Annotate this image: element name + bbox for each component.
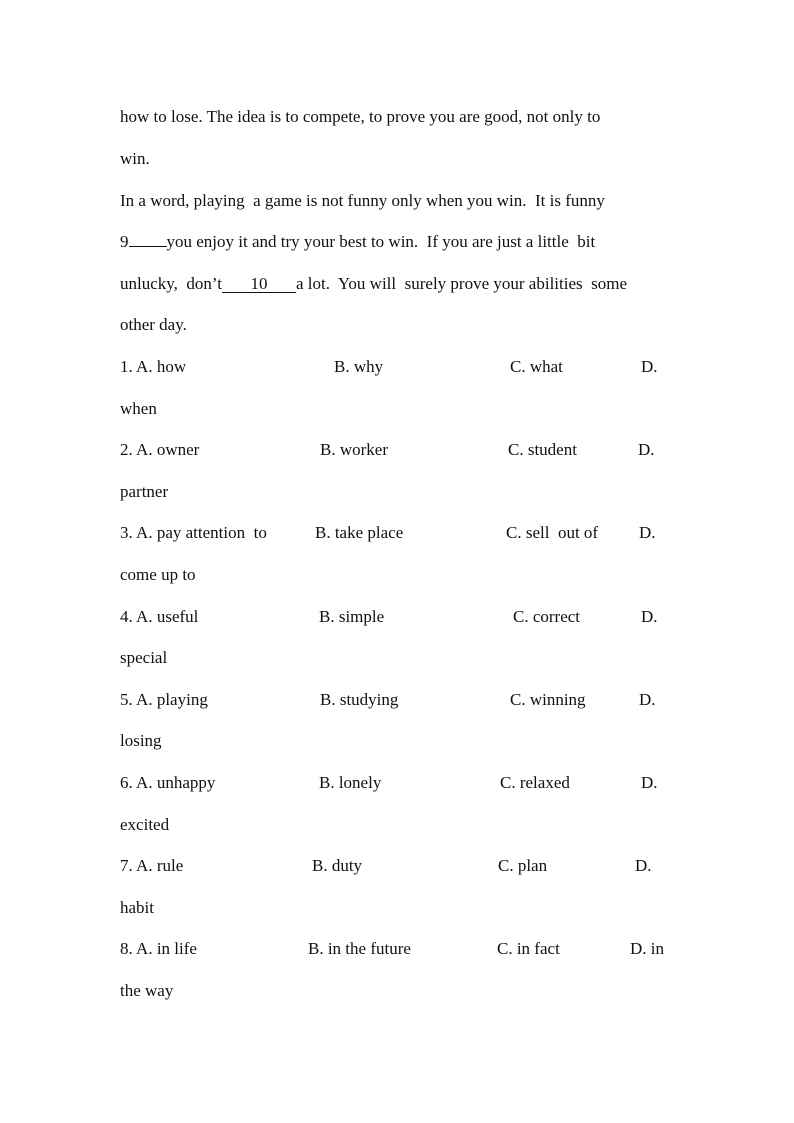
q8-option-d-text: the way: [120, 981, 174, 1000]
q6-option-c: C. relaxed: [500, 773, 570, 792]
q1-option-d: D.: [641, 357, 658, 376]
q3-option-d-text: come up to: [120, 565, 196, 584]
passage-line-5-text: a lot. You will surely prove your abilities some: [296, 274, 628, 293]
passage-line-3: In a word, playing a game is not funny only when you win. It is funny: [120, 191, 605, 210]
q4-option-a: 4. A. useful: [120, 607, 199, 626]
q5-option-d-text: losing: [120, 731, 162, 750]
q8-option-b: B. in the future: [308, 939, 411, 958]
q2-option-d: D.: [638, 440, 655, 459]
q2-option-c: C. student: [508, 440, 577, 459]
q4-option-c: C. correct: [513, 607, 581, 626]
q7-option-c: C. plan: [498, 856, 548, 875]
passage-line-1: how to lose. The idea is to compete, to prove you are good, not only to: [120, 107, 601, 126]
passage-line-2: win.: [120, 149, 150, 168]
q7-option-b: B. duty: [312, 856, 363, 875]
q6-option-d: D.: [641, 773, 658, 792]
q6-option-b: B. lonely: [319, 773, 382, 792]
q1-option-b: B. why: [334, 357, 384, 376]
blank-9-number: 9: [120, 232, 129, 251]
q5-option-d: D.: [639, 690, 656, 709]
q2-option-a: 2. A. owner: [120, 440, 200, 459]
q7-option-d-text: habit: [120, 898, 154, 917]
q7-option-d: D.: [635, 856, 652, 875]
q6-option-a: 6. A. unhappy: [120, 773, 216, 792]
q3-option-c: C. sell out of: [506, 523, 599, 542]
q5-option-a: 5. A. playing: [120, 690, 208, 709]
q3-option-d: D.: [639, 523, 656, 542]
blank-10: 10: [222, 275, 296, 293]
q5-option-b: B. studying: [320, 690, 399, 709]
q7-option-a: 7. A. rule: [120, 856, 184, 875]
passage-line-4-text: you enjoy it and try your best to win. If you are just a little bit: [166, 232, 596, 251]
q1-option-c: C. what: [510, 357, 563, 376]
q4-option-b: B. simple: [319, 607, 385, 626]
q5-option-c: C. winning: [510, 690, 586, 709]
passage-line-5-start: unlucky, don’t: [120, 274, 222, 293]
q8-option-a: 8. A. in life: [120, 939, 197, 958]
q6-option-d-text: excited: [120, 815, 170, 834]
q2-option-d-text: partner: [120, 482, 169, 501]
q3-option-b: B. take place: [315, 523, 404, 542]
q3-option-a: 3. A. pay attention to: [120, 523, 267, 542]
blank-9: [129, 246, 167, 247]
q8-option-d: D. in: [630, 939, 664, 958]
passage-line-6: other day.: [120, 315, 187, 334]
q1-option-d-text: when: [120, 399, 157, 418]
q4-option-d-text: special: [120, 648, 168, 667]
passage-line-4: [120, 232, 595, 252]
passage-line-5: [120, 274, 627, 294]
q4-option-d: D.: [641, 607, 658, 626]
q8-option-c: C. in fact: [497, 939, 560, 958]
q2-option-b: B. worker: [320, 440, 388, 459]
q1-option-a: 1. A. how: [120, 357, 187, 376]
